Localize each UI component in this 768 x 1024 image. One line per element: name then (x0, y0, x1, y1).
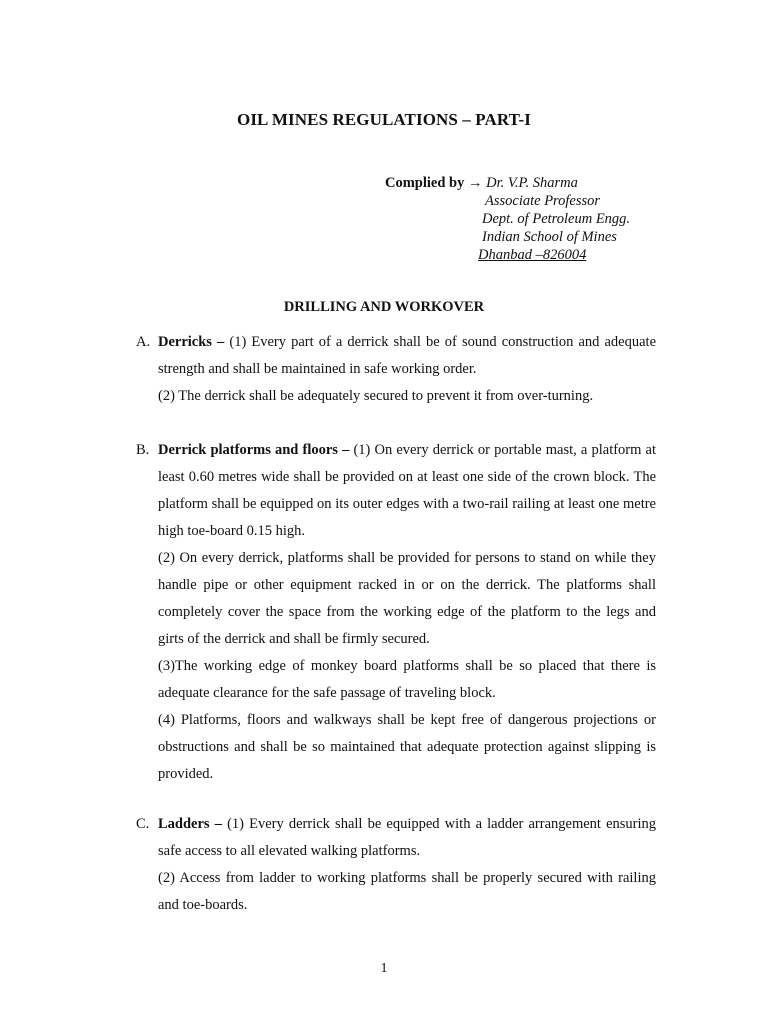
compiler-city: Dhanbad –826004 (478, 247, 587, 263)
item-paragraph (158, 437, 656, 545)
item-paragraph-text: (1) Every part of a derrick shall be of sound construction and adequate strength and shall be maintained in safe working order. (158, 334, 657, 377)
item-heading: Ladders – (158, 816, 222, 832)
item-marker: A. (136, 334, 151, 350)
compiler-institution: Indian School of Mines (482, 229, 617, 245)
item-paragraph: (2) On every derrick, platforms shall be provided for persons to stand on while they handle pipe or other equipment racked in or on the derrick. The platforms shall completely cover the space from the working edge of the platform to the legs and girts of the derrick and shall be firmly secured. (158, 550, 656, 647)
item-paragraph-text: (1) Every derrick shall be equipped with a ladder arrangement ensuring safe access to all elevated walking platforms. (158, 816, 657, 859)
item-body (158, 437, 656, 788)
item-paragraph: (4) Platforms, floors and walkways shall be kept free of dangerous projections or obstructions and shall be so maintained that adequate protection against slipping is provided. (158, 712, 656, 782)
item-paragraph-text: (1) On every derrick or portable mast, a platform at least 0.60 metres wide shall be provided on at least one side of the crown block. The platform shall be equipped on its outer edges with a two-rail railing at least one metre high toe-board 0.15 high. (158, 442, 657, 539)
item-paragraph: (2) The derrick shall be adequately secured to prevent it from over-turning. (158, 388, 594, 404)
item-body (158, 811, 656, 919)
item-heading: Derrick platforms and floors – (158, 442, 350, 458)
compiler-position: Associate Professor (485, 193, 601, 209)
item-paragraph: (2) Access from ladder to working platforms shall be properly secured with railing and toe-boards. (158, 870, 656, 913)
item-paragraph (158, 329, 656, 383)
item-marker: C. (136, 816, 150, 832)
compiler-label: Complied by → (385, 175, 483, 191)
document-title: OIL MINES REGULATIONS – PART-I (237, 110, 531, 129)
item-paragraph: (3)The working edge of monkey board platforms shall be so placed that there is adequate clearance for the safe passage of traveling block. (158, 658, 656, 701)
page-number: 1 (380, 961, 388, 976)
compiler-department: Dept. of Petroleum Engg. (482, 211, 631, 227)
compiler-name: Dr. V.P. Sharma (486, 175, 578, 191)
item-heading: Derricks – (158, 334, 225, 350)
section-heading: DRILLING AND WORKOVER (283, 299, 485, 315)
item-body (158, 329, 656, 410)
item-marker: B. (136, 442, 150, 458)
item-paragraph (158, 811, 656, 865)
